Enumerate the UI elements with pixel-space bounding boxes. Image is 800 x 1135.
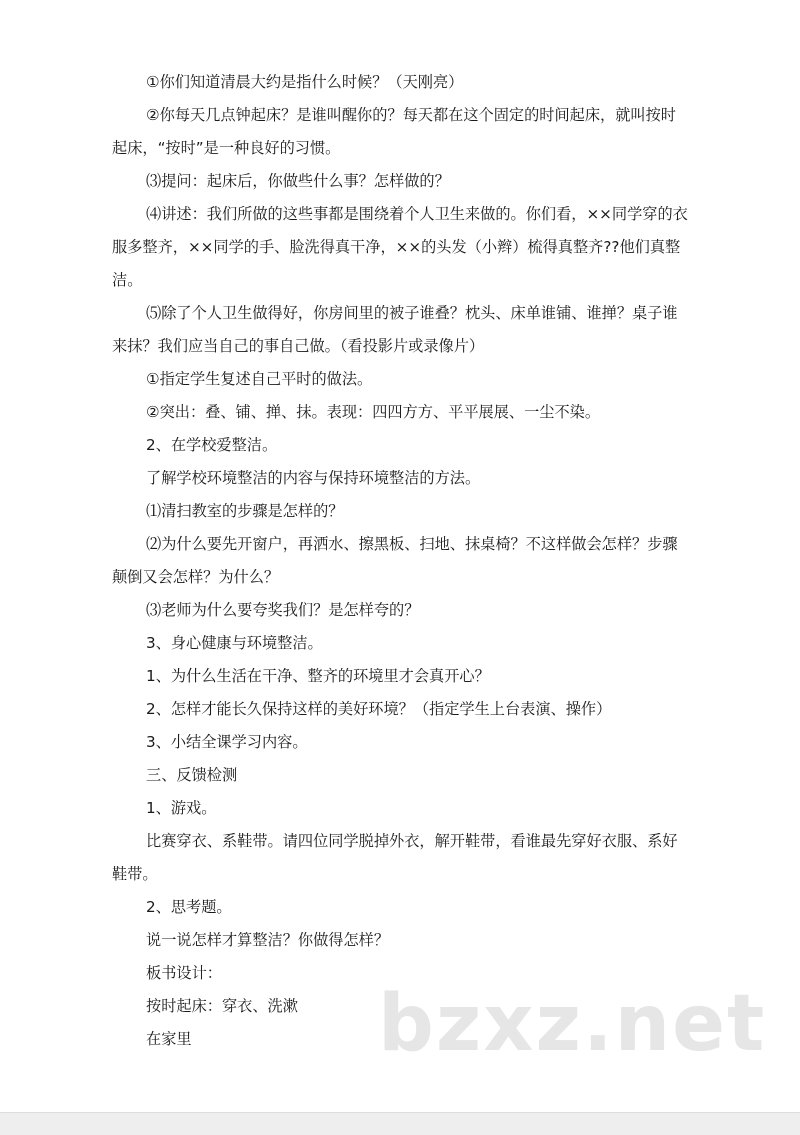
document-body (112, 66, 690, 1056)
paragraph: ①指定学生复述自己平时的做法。 (146, 370, 373, 388)
section-heading: 三、反馈检测 (146, 766, 238, 784)
paragraph: 板书设计： (146, 964, 222, 982)
paragraph: 了解学校环境整洁的内容与保持环境整洁的方法。 (146, 469, 481, 487)
paragraph: ⑶提问：起床后，你做些什么事？怎样做的？ (146, 172, 450, 190)
paragraph: 1、为什么生活在干净、整齐的环境里才会真开心？ (146, 667, 490, 685)
paragraph: 1、游戏。 (146, 799, 217, 817)
page-bottom-edge (0, 1112, 800, 1135)
paragraph: ②突出：叠、铺、掸、抹。表现：四四方方、平平展展、一尘不染。 (146, 403, 601, 421)
paragraph: 2、思考题。 (146, 898, 232, 916)
paragraph: ⑸除了个人卫生做得好，你房间里的被子谁叠？枕头、床单谁铺、谁掸？桌子谁来抹？我们应当自己的事自己做。（看投影片或录像片） (112, 304, 678, 355)
paragraph: ⑷讲述：我们所做的这些事都是围绕着个人卫生来做的。你们看，××同学穿的衣服多整齐，××同学的手、脸洗得真干净，××的头发（小辫）梳得真整齐??他们真整洁。 (112, 205, 688, 289)
paragraph: ⑴清扫教室的步骤是怎样的？ (146, 502, 344, 520)
paragraph: 说一说怎样才算整洁？你做得怎样？ (146, 931, 389, 949)
site-watermark: bzxz.net (378, 979, 767, 1069)
paragraph: ②你每天几点钟起床？是谁叫醒你的？每天都在这个固定的时间起床，就叫按时起床，“按时”是一种良好的习惯。 (112, 106, 676, 157)
paragraph: 3、小结全课学习内容。 (146, 733, 308, 751)
paragraph: 在家里 (146, 1030, 192, 1048)
paragraph: 比赛穿衣、系鞋带。请四位同学脱掉外衣，解开鞋带，看谁最先穿好衣服、系好鞋带。 (112, 832, 678, 883)
paragraph: ⑵为什么要先开窗户，再洒水、擦黑板、扫地、抹桌椅？不这样做会怎样？步骤颠倒又会怎样？为什么？ (112, 535, 678, 586)
paragraph: ①你们知道清晨大约是指什么时候？（天刚亮） (146, 73, 464, 91)
paragraph: ⑶老师为什么要夸奖我们？是怎样夸的？ (146, 601, 420, 619)
section-heading: 3、身心健康与环境整洁。 (146, 634, 323, 652)
paragraph: 按时起床：穿衣、洗漱 (146, 997, 298, 1015)
section-heading: 2、在学校爱整洁。 (146, 436, 278, 454)
paragraph: 2、怎样才能长久保持这样的美好环境？（指定学生上台表演、操作） (146, 700, 612, 718)
